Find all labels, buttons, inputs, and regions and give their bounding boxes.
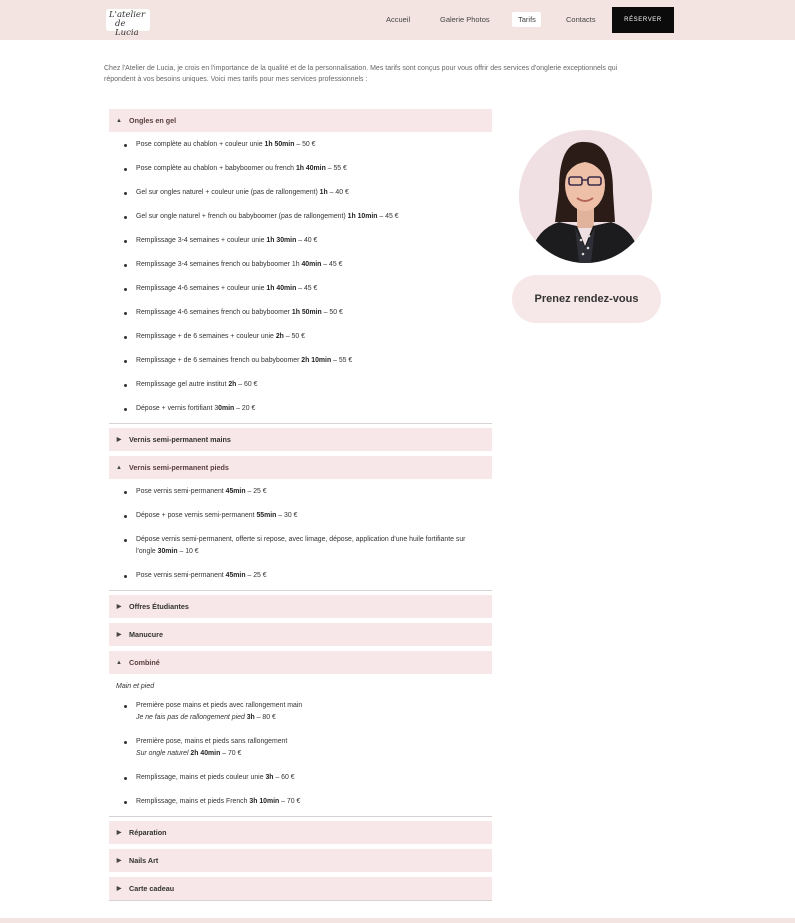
price-item-label: Pose complète au chablon + couleur unie <box>136 141 265 148</box>
price-item-duration: 2h <box>275 333 284 340</box>
nav-accueil[interactable]: Accueil <box>386 15 411 24</box>
price-item-price: – 55 € <box>325 165 347 172</box>
logo-line-1: L'atelier <box>109 10 146 20</box>
price-item-price: – 80 € <box>254 714 276 721</box>
divider <box>109 816 492 817</box>
price-item-label: Dépose + pose vernis semi-permanent <box>136 512 257 519</box>
price-item <box>136 796 486 808</box>
divider <box>109 590 492 591</box>
price-item <box>136 139 486 151</box>
price-item-label: Gel sur ongles naturel + couleur unie (pas de rallongement) <box>136 189 320 196</box>
price-item-label: Pose complète au chablon + babyboomer ou french <box>136 165 296 172</box>
price-item-price: – 20 € <box>234 405 256 412</box>
caret-up-icon: ▲ <box>116 659 122 666</box>
price-item <box>136 772 486 784</box>
footer-strip <box>0 918 795 923</box>
price-item-price: – 70 € <box>279 798 301 805</box>
reserve-button[interactable]: RÉSERVER <box>612 7 674 33</box>
caret-right-icon: ▶ <box>116 858 122 864</box>
price-item-label: Pose vernis semi-permanent <box>136 488 226 495</box>
caret-right-icon: ▶ <box>116 830 122 836</box>
caret-right-icon: ▶ <box>116 886 122 892</box>
site-logo[interactable] <box>106 9 150 38</box>
price-item <box>136 570 486 582</box>
divider <box>109 900 492 901</box>
price-item-duration: 1h 40min <box>295 165 326 172</box>
accordion-title: Combiné <box>129 658 160 667</box>
price-item <box>136 211 486 223</box>
accordion-reparation[interactable] <box>109 821 492 844</box>
accordion-combine[interactable] <box>109 651 492 674</box>
divider <box>109 423 492 424</box>
price-item <box>136 736 486 760</box>
price-item-note: Je ne fais pas de rallongement pied <box>136 714 247 721</box>
price-item <box>136 283 486 295</box>
price-item <box>136 259 486 271</box>
price-item-label: Première pose mains et pieds avec rallongement main <box>136 702 303 709</box>
combine-subheading: Main et pied <box>116 683 155 690</box>
price-item-price: – 55 € <box>331 357 353 364</box>
price-item-duration: 1h 30min <box>266 237 297 244</box>
price-item-price: – 40 € <box>327 189 349 196</box>
price-item-duration: 1h 50min <box>291 309 322 316</box>
book-appointment-button[interactable]: Prenez rendez-vous <box>512 275 661 323</box>
price-item <box>136 307 486 319</box>
price-item-duration: 55min <box>256 512 277 519</box>
price-item <box>136 534 486 558</box>
price-item-price: – 45 € <box>296 285 318 292</box>
price-item-label: Remplissage 3-4 semaines + couleur unie <box>136 237 267 244</box>
accordion-nails-art[interactable] <box>109 849 492 872</box>
caret-right-icon: ▶ <box>116 632 122 638</box>
price-item-duration: 3h <box>265 774 274 781</box>
portrait-illustration <box>519 130 652 263</box>
accordion-title: Ongles en gel <box>129 116 177 125</box>
site-header <box>0 0 795 40</box>
price-item-price: – 60 € <box>273 774 295 781</box>
price-item <box>136 510 486 522</box>
caret-right-icon: ▶ <box>116 437 122 443</box>
price-item-duration: 1h <box>319 189 328 196</box>
accordion-title: Vernis semi-permanent pieds <box>129 463 229 472</box>
accordion-title: Nails Art <box>129 856 159 865</box>
nav-contacts[interactable]: Contacts <box>566 15 596 24</box>
price-item-label: Gel sur ongle naturel + french ou babyboomer (pas de rallongement) <box>136 213 348 220</box>
price-item-duration: 0min <box>218 405 235 412</box>
price-item-label: Remplissage, mains et pieds French <box>136 798 250 805</box>
accordion-title: Offres Étudiantes <box>129 602 189 611</box>
price-item-label: Remplissage 4-6 semaines french ou babyboomer <box>136 309 292 316</box>
accordion-carte-cadeau[interactable] <box>109 877 492 900</box>
price-item-price: – 25 € <box>245 572 267 579</box>
price-item-duration: 1h 50min <box>264 141 295 148</box>
price-item <box>136 486 486 498</box>
accordion-vernis-pieds[interactable] <box>109 456 492 479</box>
price-item-price: – 40 € <box>296 237 318 244</box>
price-item-duration: 45min <box>225 488 246 495</box>
price-item-price: – 10 € <box>177 548 199 555</box>
price-item-price: – 70 € <box>220 750 242 757</box>
price-item-price: – 50 € <box>321 309 343 316</box>
caret-up-icon: ▲ <box>116 464 122 471</box>
accordion-title: Carte cadeau <box>129 884 175 893</box>
accordion-ongles-en-gel[interactable] <box>109 109 492 132</box>
accordion-vernis-mains[interactable] <box>109 428 492 451</box>
price-item-price: – 50 € <box>294 141 316 148</box>
intro-text: Chez l'Atelier de Lucia, je crois en l'importance de la qualité et de la personnalisation. Mes tarifs sont conçus pour vous offrir des services d'onglerie exceptionnels qui répondent à vos besoins uniques. Voici mes tarifs pour mes services professionnels : <box>104 65 618 83</box>
price-item-label: Remplissage + de 6 semaines + couleur unie <box>136 333 276 340</box>
price-item <box>136 379 486 391</box>
price-item-duration: 1h 10min <box>347 213 378 220</box>
price-item-label: Première pose, mains et pieds sans rallongement <box>136 738 288 745</box>
nav-tarifs[interactable]: Tarifs <box>518 15 536 24</box>
price-item-price: – 45 € <box>321 261 343 268</box>
accordion-offres-etudiantes[interactable] <box>109 595 492 618</box>
price-item-duration: 1h 40min <box>266 285 297 292</box>
accordion-title: Réparation <box>129 828 167 837</box>
owner-portrait <box>519 130 652 263</box>
price-item-price: – 30 € <box>276 512 298 519</box>
price-item-duration: 2h 40min <box>190 750 221 757</box>
price-item-label: Dépose + vernis fortifiant 3 <box>136 405 219 412</box>
accordion-title: Manucure <box>129 630 163 639</box>
price-item-price: – 25 € <box>245 488 267 495</box>
price-item <box>136 700 486 724</box>
caret-right-icon: ▶ <box>116 604 122 610</box>
price-item-price: – 45 € <box>377 213 399 220</box>
accordion-title: Vernis semi-permanent mains <box>129 435 231 444</box>
price-item-label: Pose vernis semi-permanent <box>136 572 226 579</box>
price-item-duration: 2h <box>228 381 237 388</box>
price-item-duration: 3h 10min <box>249 798 280 805</box>
price-item <box>136 403 486 415</box>
accordion-manucure[interactable] <box>109 623 492 646</box>
price-item-label: Remplissage 3-4 semaines french ou babyboomer 1h <box>136 261 302 268</box>
price-item <box>136 163 486 175</box>
nav-galerie-photos[interactable]: Galerie Photos <box>440 15 490 24</box>
price-item-price: – 60 € <box>236 381 258 388</box>
price-item-duration: 45min <box>225 572 246 579</box>
logo-line-2: de Lucia <box>115 19 139 38</box>
price-item-duration: 40min <box>301 261 322 268</box>
price-item-label: Dépose vernis semi-permanent, offerte si repose, avec limage, dépose, application d'une huile fortifiante sur l'ongle <box>136 536 466 555</box>
price-item-price: – 50 € <box>283 333 305 340</box>
price-item <box>136 355 486 367</box>
price-item-label: Remplissage 4-6 semaines + couleur unie <box>136 285 267 292</box>
price-item-duration: 30min <box>157 548 178 555</box>
price-item-duration: 3h <box>246 714 255 721</box>
caret-up-icon: ▲ <box>116 117 122 124</box>
price-item-label: Remplissage + de 6 semaines french ou babyboomer <box>136 357 302 364</box>
price-item <box>136 187 486 199</box>
price-item-label: Remplissage gel autre institut <box>136 381 229 388</box>
price-item <box>136 235 486 247</box>
price-item-label: Remplissage, mains et pieds couleur unie <box>136 774 266 781</box>
price-item <box>136 331 486 343</box>
price-item-note: Sur ongle naturel <box>136 750 191 757</box>
price-item-duration: 2h 10min <box>301 357 332 364</box>
